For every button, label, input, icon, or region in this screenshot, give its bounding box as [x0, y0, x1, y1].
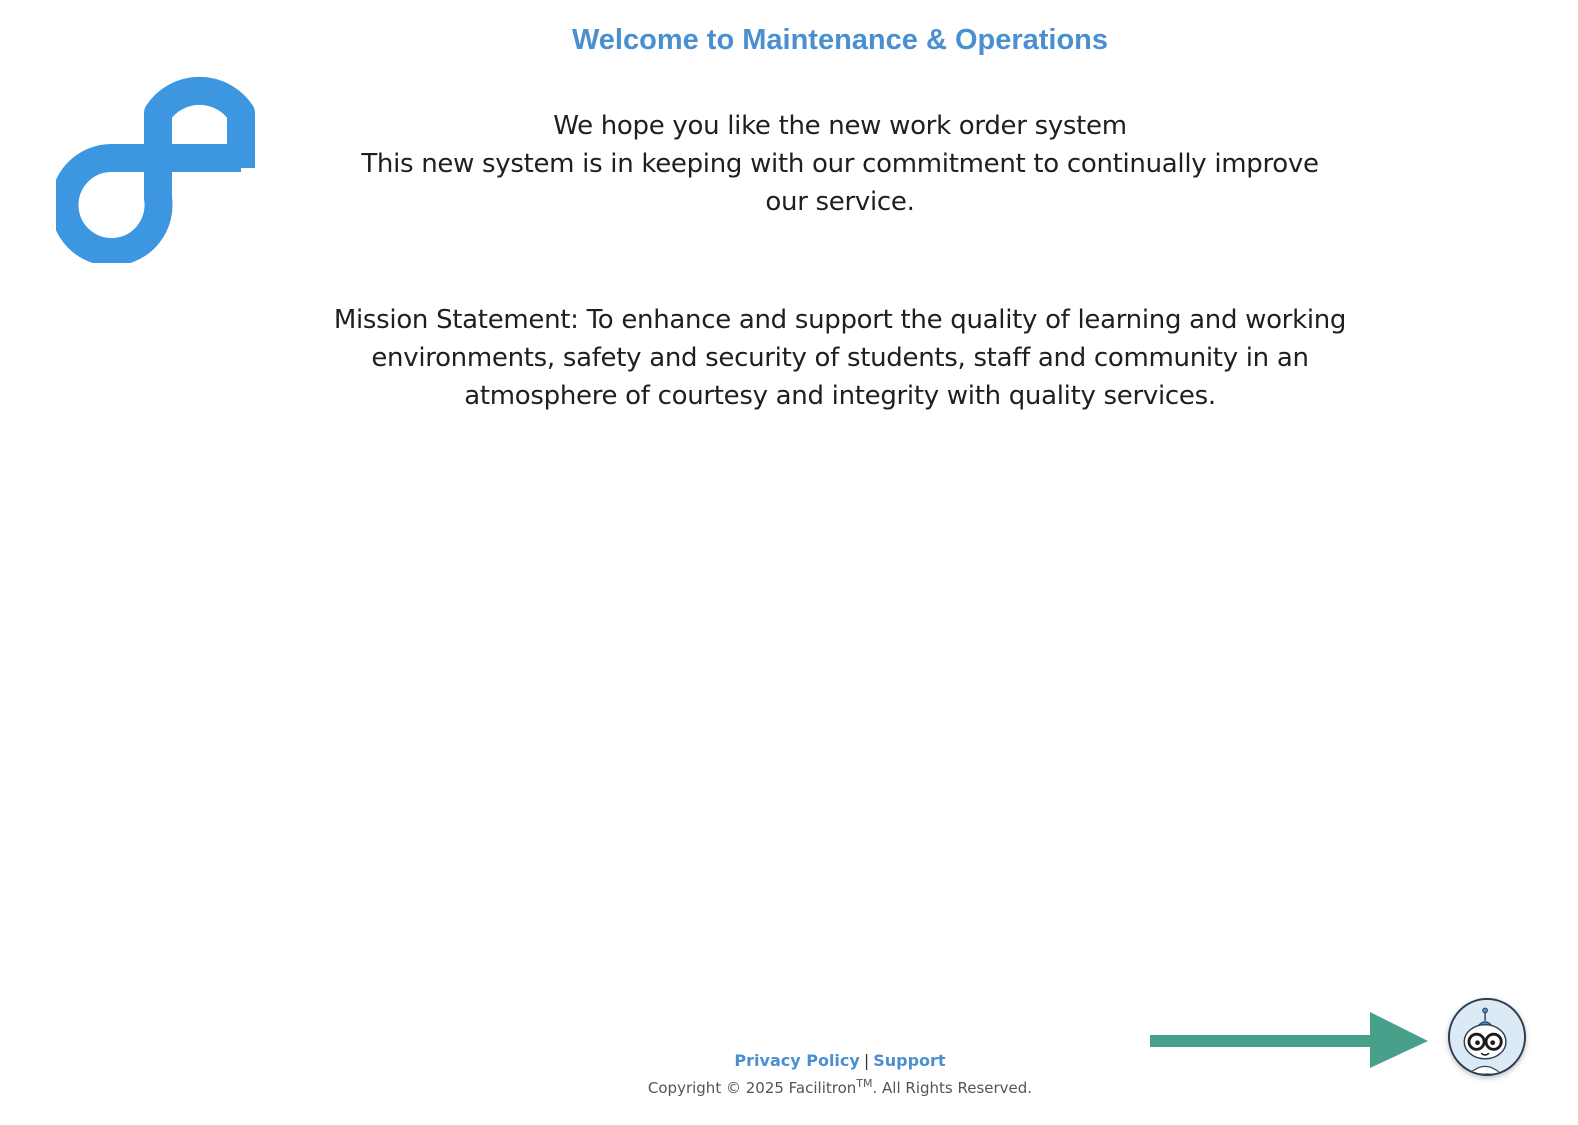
chatbot-avatar-icon: [1450, 1000, 1524, 1074]
chatbot-launcher-button[interactable]: [1448, 998, 1526, 1076]
facilitron-logo-icon: [56, 58, 261, 263]
trademark-mark: TM: [856, 1077, 873, 1090]
privacy-policy-link[interactable]: Privacy Policy: [734, 1051, 860, 1070]
intro-line-1: We hope you like the new work order system: [553, 111, 1127, 141]
intro-line-2: This new system is in keeping with our commitment to continually improve our service.: [361, 149, 1319, 217]
copyright-prefix: Copyright © 2025 Facilitron: [647, 1079, 857, 1097]
intro-text: [360, 107, 1320, 221]
footer-separator: |: [863, 1051, 870, 1070]
arrow-right-icon: [1150, 1010, 1430, 1070]
copyright-suffix: . All Rights Reserved.: [872, 1079, 1033, 1097]
support-link[interactable]: Support: [873, 1051, 946, 1070]
copyright-text: [0, 1072, 1578, 1100]
mission-statement: Mission Statement: To enhance and support the quality of learning and working environments, safety and security of students, staff and community in an atmosphere of courtesy and integrity with quality services.: [333, 305, 1347, 411]
page-title: Welcome to Maintenance & Operations: [571, 24, 1109, 56]
